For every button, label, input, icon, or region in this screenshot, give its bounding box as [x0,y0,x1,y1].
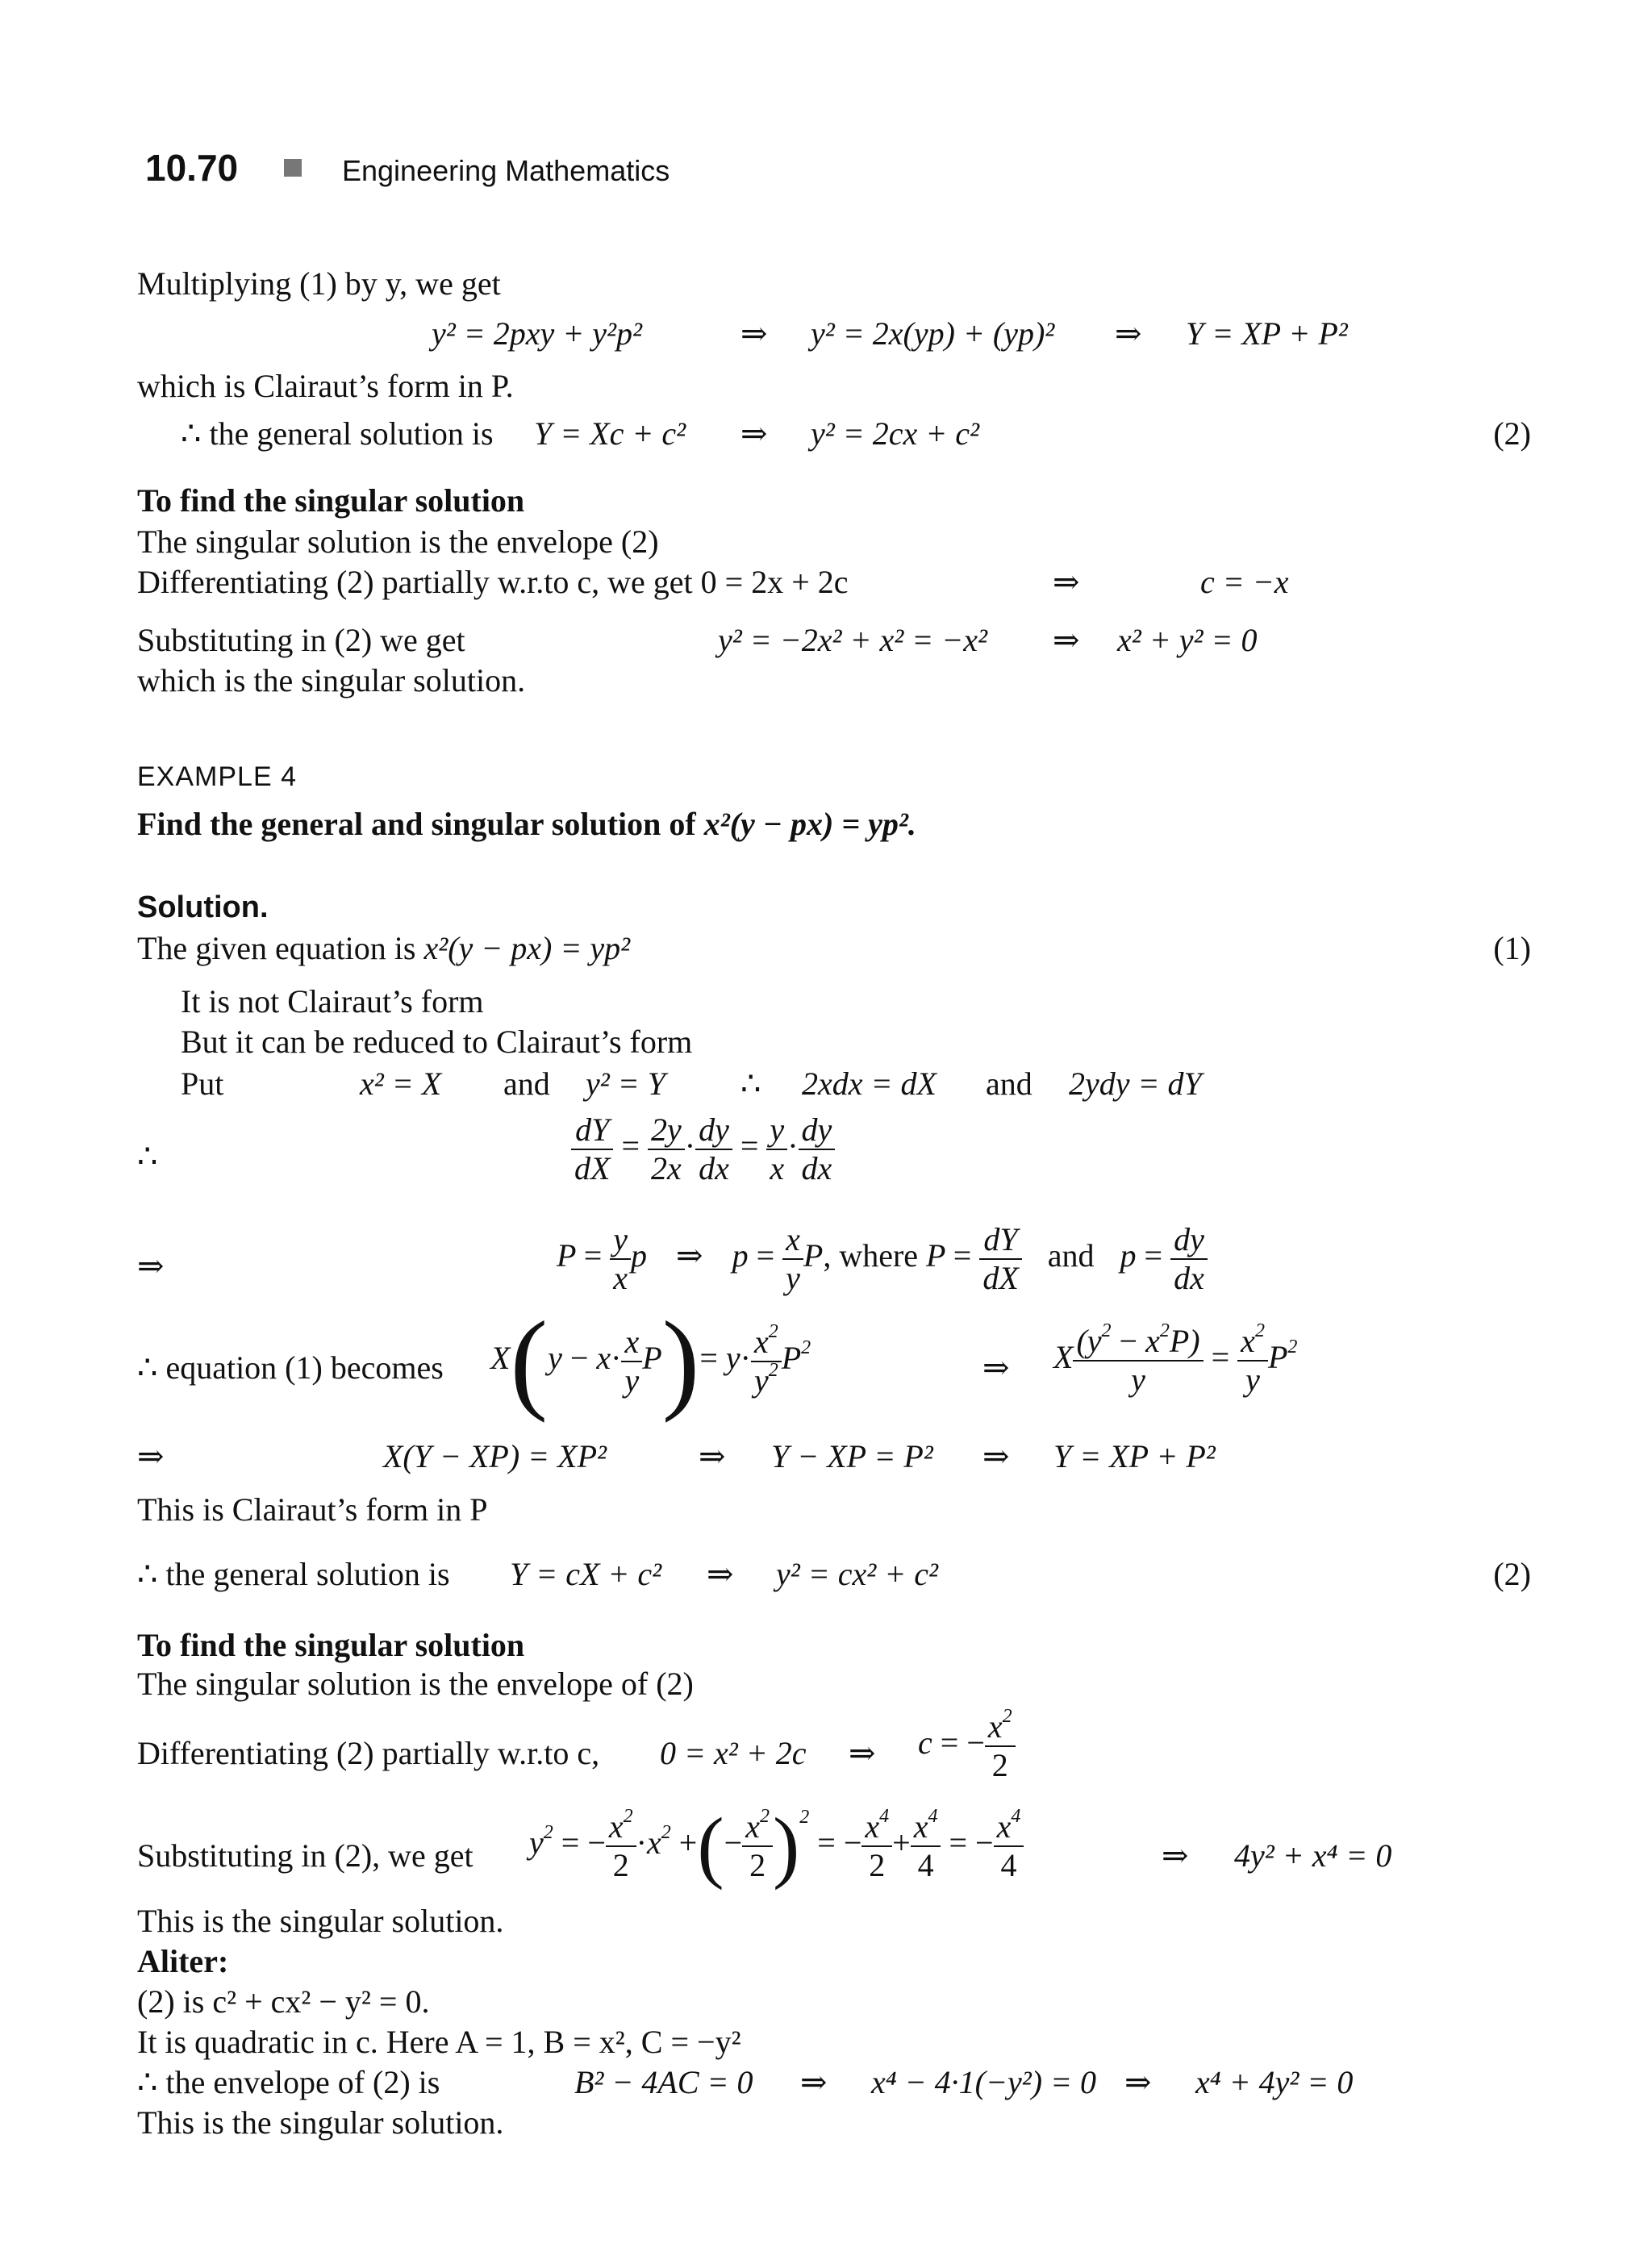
final-eq-2: Y − XP = P² [771,1438,933,1474]
differentiate-line-1: Differentiating (2) partially w.r.to c, we get 0 = 2x + 2c [137,564,849,600]
general-solution-eq-1: Y = Xc + c² [534,415,686,452]
singular-heading-1: To find the singular solution [137,482,525,519]
implies-12: ⇒ [849,1735,876,1771]
aliter-eq-2: x⁴ − 4·1(−y²) = 0 [871,2064,1097,2100]
general-solution-eq-2: Y = cX + c² [510,1556,662,1592]
implies-7: ⇒ [982,1349,1010,1386]
page-number: 10.70 [145,147,239,189]
frac-x2-y2: $\frac{x^2}{y^2}$ [751,1324,782,1399]
frac-x4-4-a: $\frac{x^4}{4}$ [911,1808,941,1884]
clairaut-in-p: This is Clairaut’s form in P [137,1491,488,1528]
frac-x2-2-a: $\frac{x^2}{2}$ [606,1808,636,1884]
aliter-line-4: This is the singular solution. [137,2104,504,2141]
aliter-line-1: (2) is c² + cx² − y² = 0. [137,1983,430,2020]
substitute-text-1: Substituting in (2) we get [137,622,465,658]
p-relation: P = $\frac{y}{x}$ p ⇒ p = $\frac{x}{y}$ P, where P = $\frac{dY}{dX}$ and p = $\frac{dy}{dx}$ [557,1221,1208,1297]
header-square-icon [284,159,302,177]
given-text: The given equation is [137,930,416,966]
frac-x-over-y: $\frac{x}{y}$ [782,1221,803,1297]
eq-b: y² = 2x(yp) + (yp)² [811,315,1055,352]
substitute-result-1: x² + y² = 0 [1117,622,1258,658]
frac-x4-2: $\frac{x^4}{2}$ [861,1808,892,1884]
general-solution-eq-2b: y² = cx² + c² [776,1556,938,1592]
implies-5: ⇒ [1053,622,1080,658]
put-word: Put [181,1065,224,1102]
frac-y-over-x: $\frac{y}{x}$ [610,1221,631,1297]
singular-statement: This is the singular solution. [137,1903,504,1939]
implies-6: ⇒ [137,1248,165,1284]
multiply-line: Multiplying (1) by y, we get [137,265,501,302]
implies-4: ⇒ [1053,564,1080,600]
example-statement [137,805,916,844]
envelope-line-1: The singular solution is the envelope (2) [137,523,659,560]
eq-c: Y = XP + P² [1186,315,1348,352]
frac-x2-2-b: $\frac{x^2}{2}$ [742,1808,773,1884]
aliter-eq-3: x⁴ + 4y² = 0 [1195,2064,1354,2100]
frac-x4-4-b: $\frac{x^4}{4}$ [994,1808,1024,1884]
implies-3: ⇒ [740,415,768,452]
substitute-text-2: Substituting in (2), we get [137,1837,473,1874]
implies-2: ⇒ [1115,315,1142,352]
which-singular: which is the singular solution. [137,662,526,698]
implies-14: ⇒ [800,2064,828,2100]
put-eq-1: x² = X [360,1065,442,1102]
equation-number-1: (1) [1493,930,1531,966]
frac-x2-y: $\frac{x^2}{y}$ [1237,1323,1268,1399]
reduced-to-clairaut: But it can be reduced to Clairaut’s form [181,1024,693,1060]
aliter-eq-1: B² − 4AC = 0 [574,2064,753,2100]
eq-a: y² = 2pxy + y²p² [432,315,642,352]
envelope-line-2: The singular solution is the envelope of (2) [137,1666,694,1702]
differentiate-result-1: c = −x [1200,564,1289,600]
frac-dY-dX-2: $\frac{dY}{dX}$ [979,1221,1021,1297]
final-eq-3: Y = XP + P² [1053,1438,1216,1474]
therefore-1: ∴ [740,1065,761,1102]
clairaut-form-p: which is Clairaut’s form in P. [137,368,514,404]
aliter-heading: Aliter: [137,1943,229,1979]
frac-2y-2x: $\frac{2y}{2x}$ [648,1111,685,1187]
given-eq: x²(y − px) = yp² [423,930,631,966]
frac-y-x: $\frac{y}{x}$ [766,1111,787,1187]
equation-number-2a: (2) [1493,415,1531,452]
where-text: , where [823,1237,919,1274]
therefore-2: ∴ [137,1138,158,1174]
substitute-eq-1: y² = −2x² + x² = −x² [718,622,987,658]
example-statement-eq: x²(y − px) = yp². [703,806,916,842]
differentiate-eq-2: 0 = x² + 2c [660,1735,807,1771]
singular-heading-2: To find the singular solution [137,1627,525,1663]
frac-x-y-2: $\frac{x}{y}$ [621,1324,642,1399]
frac-dy-dx-1: $\frac{dy}{dx}$ [695,1111,732,1187]
equation-number-2b: (2) [1493,1556,1531,1592]
implies-1: ⇒ [740,315,768,352]
example-label: EXAMPLE 4 [137,761,297,792]
frac-dy-dx-3: $\frac{dy}{dx}$ [1170,1221,1208,1297]
general-solution-text-2: ∴ the general solution is [137,1556,450,1592]
put-eq-4: 2ydy = dY [1069,1065,1202,1102]
becomes-eq-right: X $\frac{(y^2 - x^2P)}{y}$ = $\frac{x^2}{y}$ $P^2$ [1053,1320,1298,1398]
and-1: and [503,1065,550,1102]
differentiate-text-2: Differentiating (2) partially w.r.to c, [137,1735,600,1771]
example-statement-text: Find the general and singular solution of [137,806,696,842]
general-solution-eq-1b: y² = 2cx + c² [811,415,979,452]
frac-y2-x2P: $\frac{(y^2 - x^2P)}{y}$ [1073,1323,1203,1399]
substitute-final: 4y² + x⁴ = 0 [1234,1837,1392,1874]
becomes-eq-left: X(y − x· $\frac{x}{y}$ P)= y· $\frac{x^2}{y^2}$ $P^2$ [490,1299,811,1424]
dy-dx-equation: $\frac{dY}{dX}$ = $\frac{2y}{2x}$ · $\frac{dy}{dx}$ = $\frac{y}{x}$ · $\frac{dy}{dx}$ [571,1111,835,1187]
solution-heading: Solution. [137,890,269,924]
put-eq-2: y² = Y [586,1065,665,1102]
put-eq-3: 2xdx = dX [802,1065,937,1102]
substitute-eq-2: $y^2$ = − $\frac{x^2}{2}$ $\cdot x^2$ +(− $\frac{x^2}{2}$ )$^2$ = − $\frac{x^4}{2}$ + $\frac{x^4}{4}$ = − $\frac{x^4}{4}$ [529,1808,1024,1884]
book-title: Engineering Mathematics [342,154,670,187]
frac-dY-dX: $\frac{dY}{dX}$ [571,1111,613,1187]
implies-9: ⇒ [699,1438,726,1474]
becomes-text: ∴ equation (1) becomes [137,1349,444,1386]
implies-10: ⇒ [982,1438,1010,1474]
implies-13: ⇒ [1162,1837,1189,1874]
not-clairaut: It is not Clairaut’s form [181,983,484,1020]
aliter-line-2: It is quadratic in c. Here A = 1, B = x², C = −y² [137,2024,741,2060]
and-2: and [986,1065,1032,1102]
and-3: and [1047,1237,1095,1274]
general-solution-text-1: ∴ the general solution is [181,415,494,452]
implies-8: ⇒ [137,1438,165,1474]
frac-dy-dx-2: $\frac{dy}{dx}$ [799,1111,836,1187]
c-value: c = − $\frac{x^2}{2}$ [918,1708,1016,1784]
implies-15: ⇒ [1124,2064,1152,2100]
implies-11: ⇒ [707,1556,734,1592]
final-eq-1: X(Y − XP) = XP² [383,1438,607,1474]
aliter-line-3-text: ∴ the envelope of (2) is [137,2064,440,2100]
given-equation [137,929,630,968]
frac-x2-over-2: $\frac{x^2}{2}$ [985,1708,1016,1784]
